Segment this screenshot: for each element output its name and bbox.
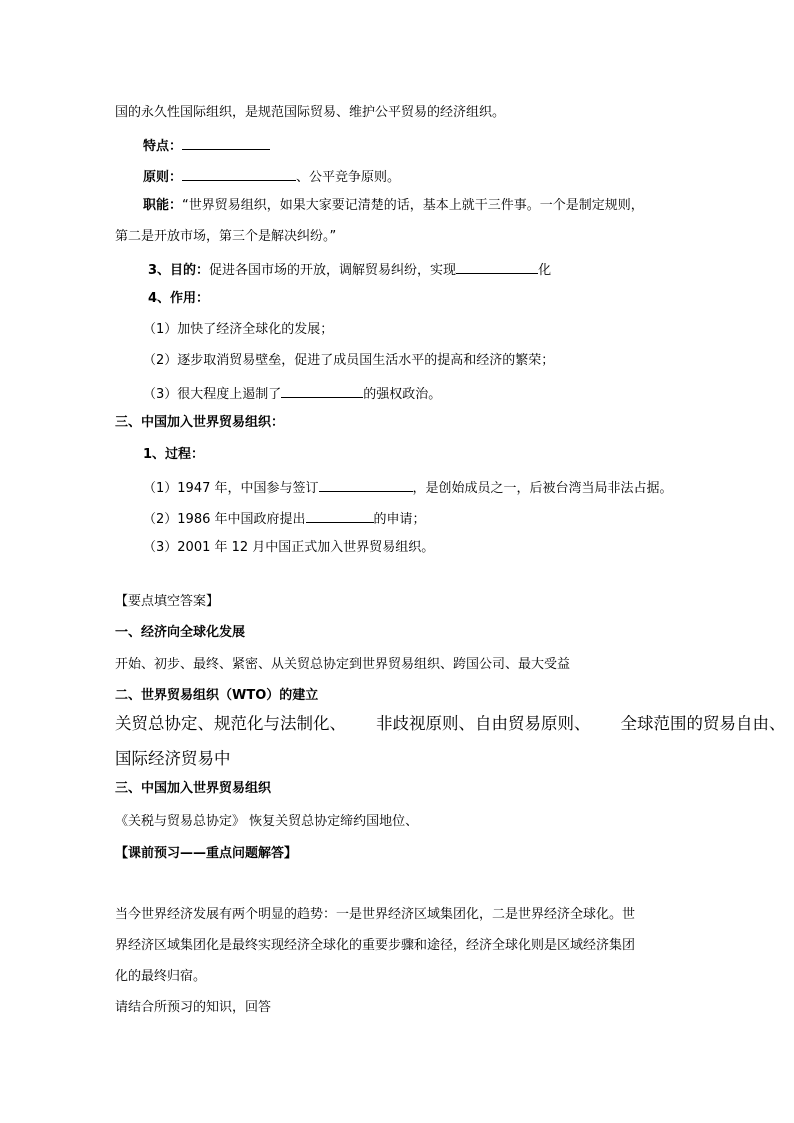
intro-line: 国的永久性国际组织，是规范国际贸易、维护公平贸易的经济组织。	[115, 105, 506, 120]
step-2-blank	[306, 508, 374, 523]
preview-title: 【课前预习——重点问题解答】	[115, 846, 298, 861]
process-step-1	[143, 477, 673, 498]
principles-line	[143, 166, 400, 187]
purpose-label: 3、目的：	[148, 263, 210, 278]
role-item-1: （1）加快了经济全球化的发展；	[143, 322, 334, 337]
answers-2-part-3: 全球范围的贸易自由、	[620, 714, 786, 733]
answers-2-part-2: 非歧视原则、自由贸易原则、	[376, 714, 591, 733]
process-step-2	[143, 508, 426, 529]
answers-line-2b: 国际经济贸易中	[115, 749, 231, 768]
step-2-suffix: 的申请；	[373, 512, 426, 527]
function-line-1	[143, 197, 644, 215]
features-line	[143, 135, 270, 156]
function-text-1: “世界贸易组织，如果大家要记清楚的话，基本上就干三件事。一个是制定规则，	[182, 198, 644, 213]
purpose-suffix: 化	[538, 263, 552, 278]
principles-blank	[182, 166, 296, 181]
step-1-prefix: （1）1947 年，中国参与签订	[143, 481, 319, 496]
role-item-3	[143, 383, 441, 404]
purpose-blank	[456, 259, 538, 274]
preview-para-line-2: 界经济区域集团化是最终实现经济全球化的重要步骤和途径，经济全球化则是区域经济集团	[115, 938, 636, 953]
answers-title: 【要点填空答案】	[115, 594, 220, 609]
process-step-3: （3）2001 年 12 月中国正式加入世界贸易组织。	[143, 540, 435, 555]
principles-suffix: 、公平竞争原则。	[296, 170, 401, 185]
role-item-2: （2）逐步取消贸易壁垒，促进了成员国生活水平的提高和经济的繁荣；	[143, 353, 555, 368]
step-1-suffix: ，是创始成员之一，后被台湾当局非法占据。	[412, 481, 673, 496]
answers-heading-2: 二、世界贸易组织（WTO）的建立	[115, 688, 319, 703]
answers-heading-1: 一、经济向全球化发展	[115, 625, 246, 640]
role-3-prefix: （3）很大程度上遏制了	[143, 387, 282, 402]
principles-label: 原则：	[143, 170, 183, 185]
answers-line-3: 《关税与贸易总协定》 恢复关贸总协定缔约国地位、	[115, 814, 419, 829]
purpose-line	[148, 259, 551, 280]
role-label: 4、作用：	[148, 291, 210, 306]
purpose-text: 促进各国市场的开放，调解贸易纠纷，实现	[209, 263, 457, 278]
preview-para-line-3: 化的最终归宿。	[115, 969, 207, 984]
answers-heading-3: 三、中国加入世界贸易组织	[115, 781, 272, 796]
answers-2-part-1: 关贸总协定、规范化与法制化、	[115, 714, 346, 733]
function-label: 职能：	[143, 198, 183, 213]
process-label: 1、过程：	[143, 447, 205, 462]
preview-para-line-1: 当今世界经济发展有两个明显的趋势：一是世界经济区域集团化，二是世界经济全球化。世	[115, 907, 636, 922]
function-line-2: 第二是开放市场，第三个是解决纠纷。”	[115, 229, 337, 244]
features-blank	[182, 135, 270, 150]
step-2-prefix: （2）1986 年中国政府提出	[143, 512, 306, 527]
step-1-blank	[319, 477, 413, 492]
answers-line-1: 开始、初步、最终、紧密、从关贸总协定到世界贸易组织、跨国公司、最大受益	[115, 657, 571, 672]
features-label: 特点：	[143, 139, 183, 154]
role-3-suffix: 的强权政治。	[363, 387, 442, 402]
section3-heading: 三、中国加入世界贸易组织：	[115, 415, 285, 430]
preview-prompt: 请结合所预习的知识，回答	[115, 1000, 272, 1015]
answers-line-2	[115, 713, 786, 735]
role-3-blank	[281, 383, 363, 398]
